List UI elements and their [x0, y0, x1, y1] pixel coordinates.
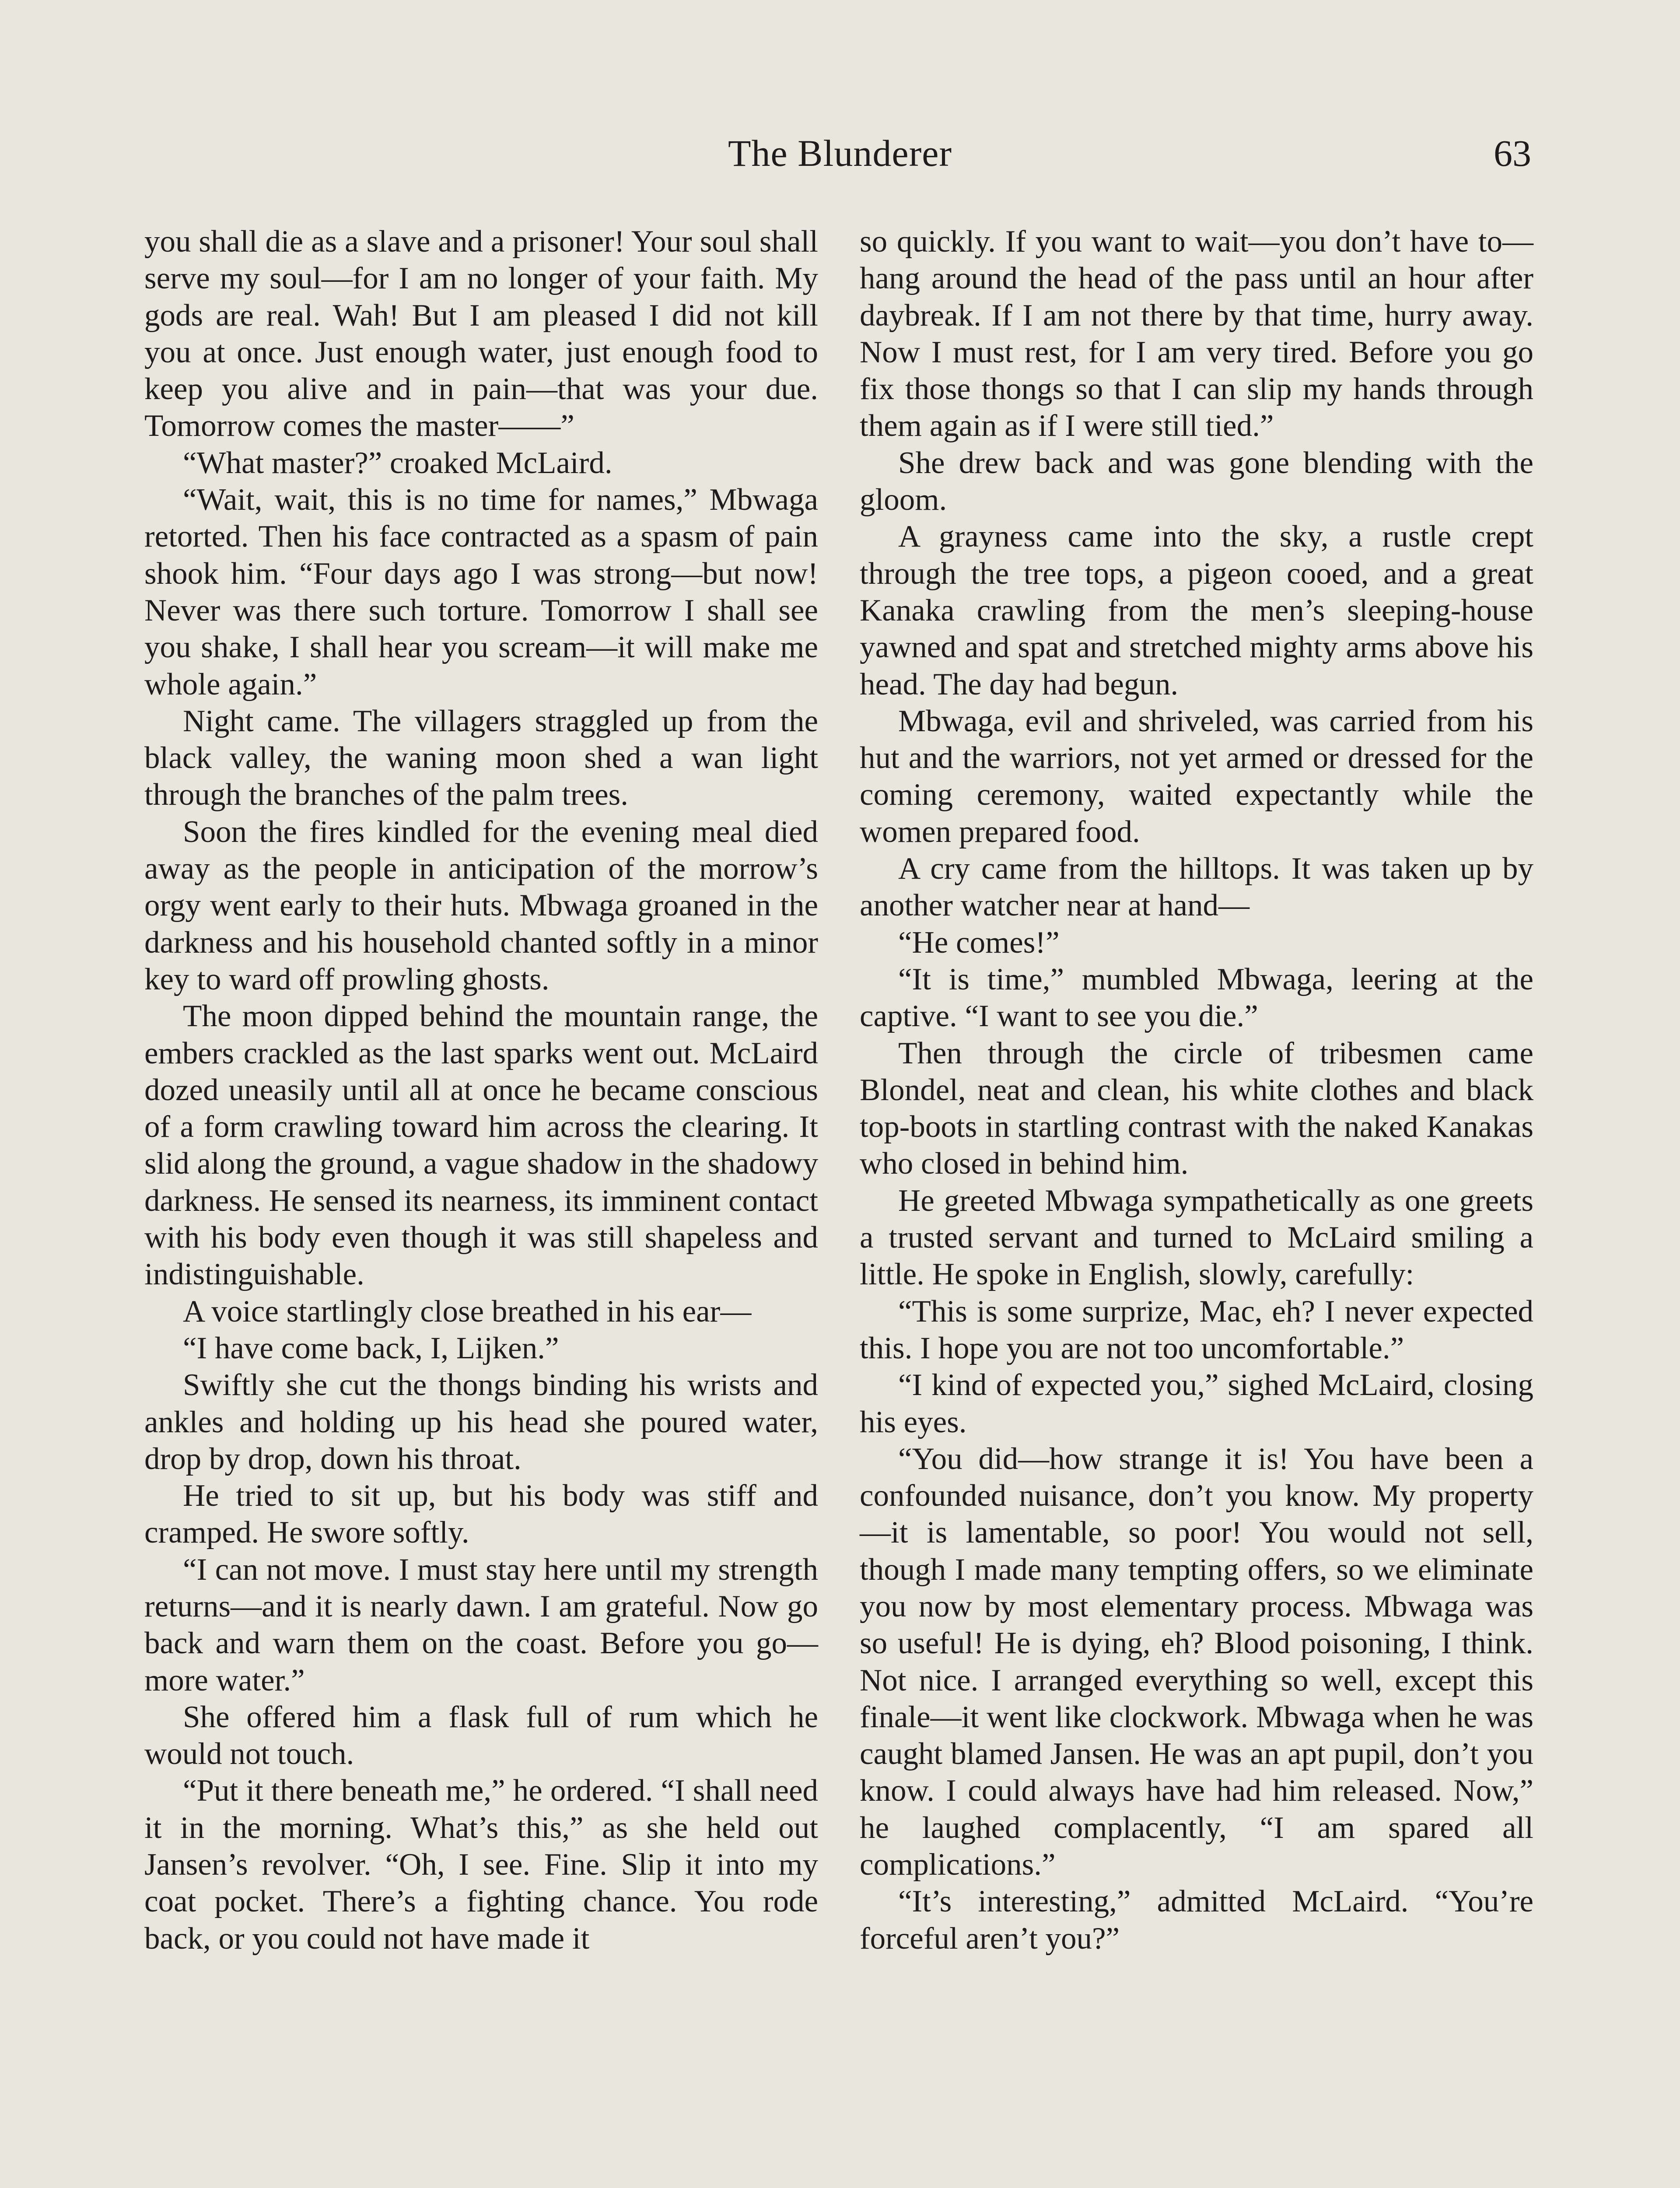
paragraph: “Wait, wait, this is no time for names,” Mbwaga retorted. Then his face contracted as a spasm of pain shook him. “Four days ago I was strong—but now! Never was there such torture. Tomorrow I shall see you shake, I shall hear you scream—it will make me whole again.” — [144, 483, 818, 701]
paragraph: “I can not move. I must stay here until my strength returns—and it is nearly dawn. I am grateful. Now go back and warn them on the coast. Before you go—more water.” — [144, 1552, 818, 1697]
paragraph: “I have come back, I, Lijken.” — [183, 1331, 559, 1365]
paragraph: He tried to sit up, but his body was stiff and cramped. He swore softly. — [144, 1479, 818, 1550]
paragraph: She offered him a flask full of rum which he would not touch. — [144, 1700, 818, 1771]
paragraph: A voice startlingly close breathed in his ear— — [183, 1294, 752, 1329]
paragraph: The moon dipped behind the mountain range, the embers crackled as the last sparks went out. McLaird dozed uneasily until all at once he became conscious of a form crawling toward him across the clearing. It slid along the ground, a vague shadow in the shadowy darkness. He sensed its nearness, its imminent contact with his body even though it was still shapeless and indistinguishable. — [144, 999, 818, 1292]
paragraph: “This is some surprize, Mac, eh? I never expected this. I hope you are not too uncomfortable.” — [860, 1294, 1533, 1365]
paragraph: Night came. The villagers straggled up from the black valley, the waning moon shed a wan light through the branches of the palm trees. — [144, 704, 818, 812]
text-column-left — [144, 223, 818, 1957]
paragraph: Mbwaga, evil and shriveled, was carried from his hut and the warriors, not yet armed or dressed for the coming ceremony, waited expectantly while the women prepared food. — [860, 704, 1533, 849]
paragraph: “Put it there beneath me,” he ordered. “I shall need it in the morning. What’s this,” as she held out Jansen’s revolver. “Oh, I see. Fine. Slip it into my coat pocket. There’s a fighting chance. You rode back, or you could not have made it — [144, 1774, 818, 1956]
paragraph: He greeted Mbwaga sympathetically as one greets a trusted servant and turned to McLaird smiling a little. He spoke in English, slowly, carefully: — [860, 1183, 1533, 1292]
paragraph: “You did—how strange it is! You have been a confounded nuisance, don’t you know. My property—it is lamentable, so poor! You would not sell, though I made many tempting offers, so we eliminate you now by most elementary process. Mbwaga was so useful! He is dying, eh? Blood poisoning, I think. Not nice. I arranged everything so well, except this finale—it went like clockwork. Mbwaga when he was caught blamed Jansen. He was an apt pupil, don’t you know. I could always have had him released. Now,” he laughed complacently, “I am spared all complications.” — [860, 1441, 1533, 1882]
paragraph: you shall die as a slave and a prisoner! Your soul shall serve my soul—for I am no longer of your faith. My gods are real. Wah! But I am pleased I did not kill you at once. Just enough water, just enough food to keep you alive and in pain—that was your due. Tomorrow comes the master——” — [144, 224, 818, 443]
paragraph: Swiftly she cut the thongs binding his wrists and ankles and holding up his head she poured water, drop by drop, down his throat. — [144, 1368, 818, 1476]
paragraph: “What master?” croaked McLaird. — [183, 445, 612, 480]
text-column-right — [860, 223, 1533, 1957]
page-number: 63 — [1494, 132, 1531, 174]
paragraph: “It’s interesting,” admitted McLaird. “You’re forceful aren’t you?” — [860, 1884, 1533, 1956]
paragraph: so quickly. If you want to wait—you don’t have to—hang around the head of the pass until an hour after daybreak. If I am not there by that time, hurry away. Now I must rest, for I am very tired. Before you go fix those thongs so that I can slip my hands through them again as if I were still tied.” — [860, 224, 1533, 443]
paragraph: A grayness came into the sky, a rustle crept through the tree tops, a pigeon cooed, and a great Kanaka crawling from the men’s sleeping-house yawned and spat and stretched mighty arms above his head. The day had begun. — [860, 519, 1533, 701]
paragraph: “He comes!” — [898, 925, 1060, 960]
paragraph: Soon the fires kindled for the evening meal died away as the people in anticipation of the morrow’s orgy went early to their huts. Mbwaga groaned in the darkness and his household chanted softly in a minor key to ward off prowling ghosts. — [144, 814, 818, 996]
running-title: The Blunderer — [728, 132, 952, 174]
paragraph: Then through the circle of tribesmen came Blondel, neat and clean, his white clothes and black top-boots in startling contrast with the naked Kanakas who closed in behind him. — [860, 1036, 1533, 1181]
paragraph: A cry came from the hilltops. It was taken up by another watcher near at hand— — [860, 852, 1533, 923]
paragraph: “It is time,” mumbled Mbwaga, leering at the captive. “I want to see you die.” — [860, 962, 1533, 1034]
paragraph: She drew back and was gone blending with the gloom. — [860, 445, 1533, 517]
paragraph: “I kind of expected you,” sighed McLaird, closing his eyes. — [860, 1368, 1533, 1439]
